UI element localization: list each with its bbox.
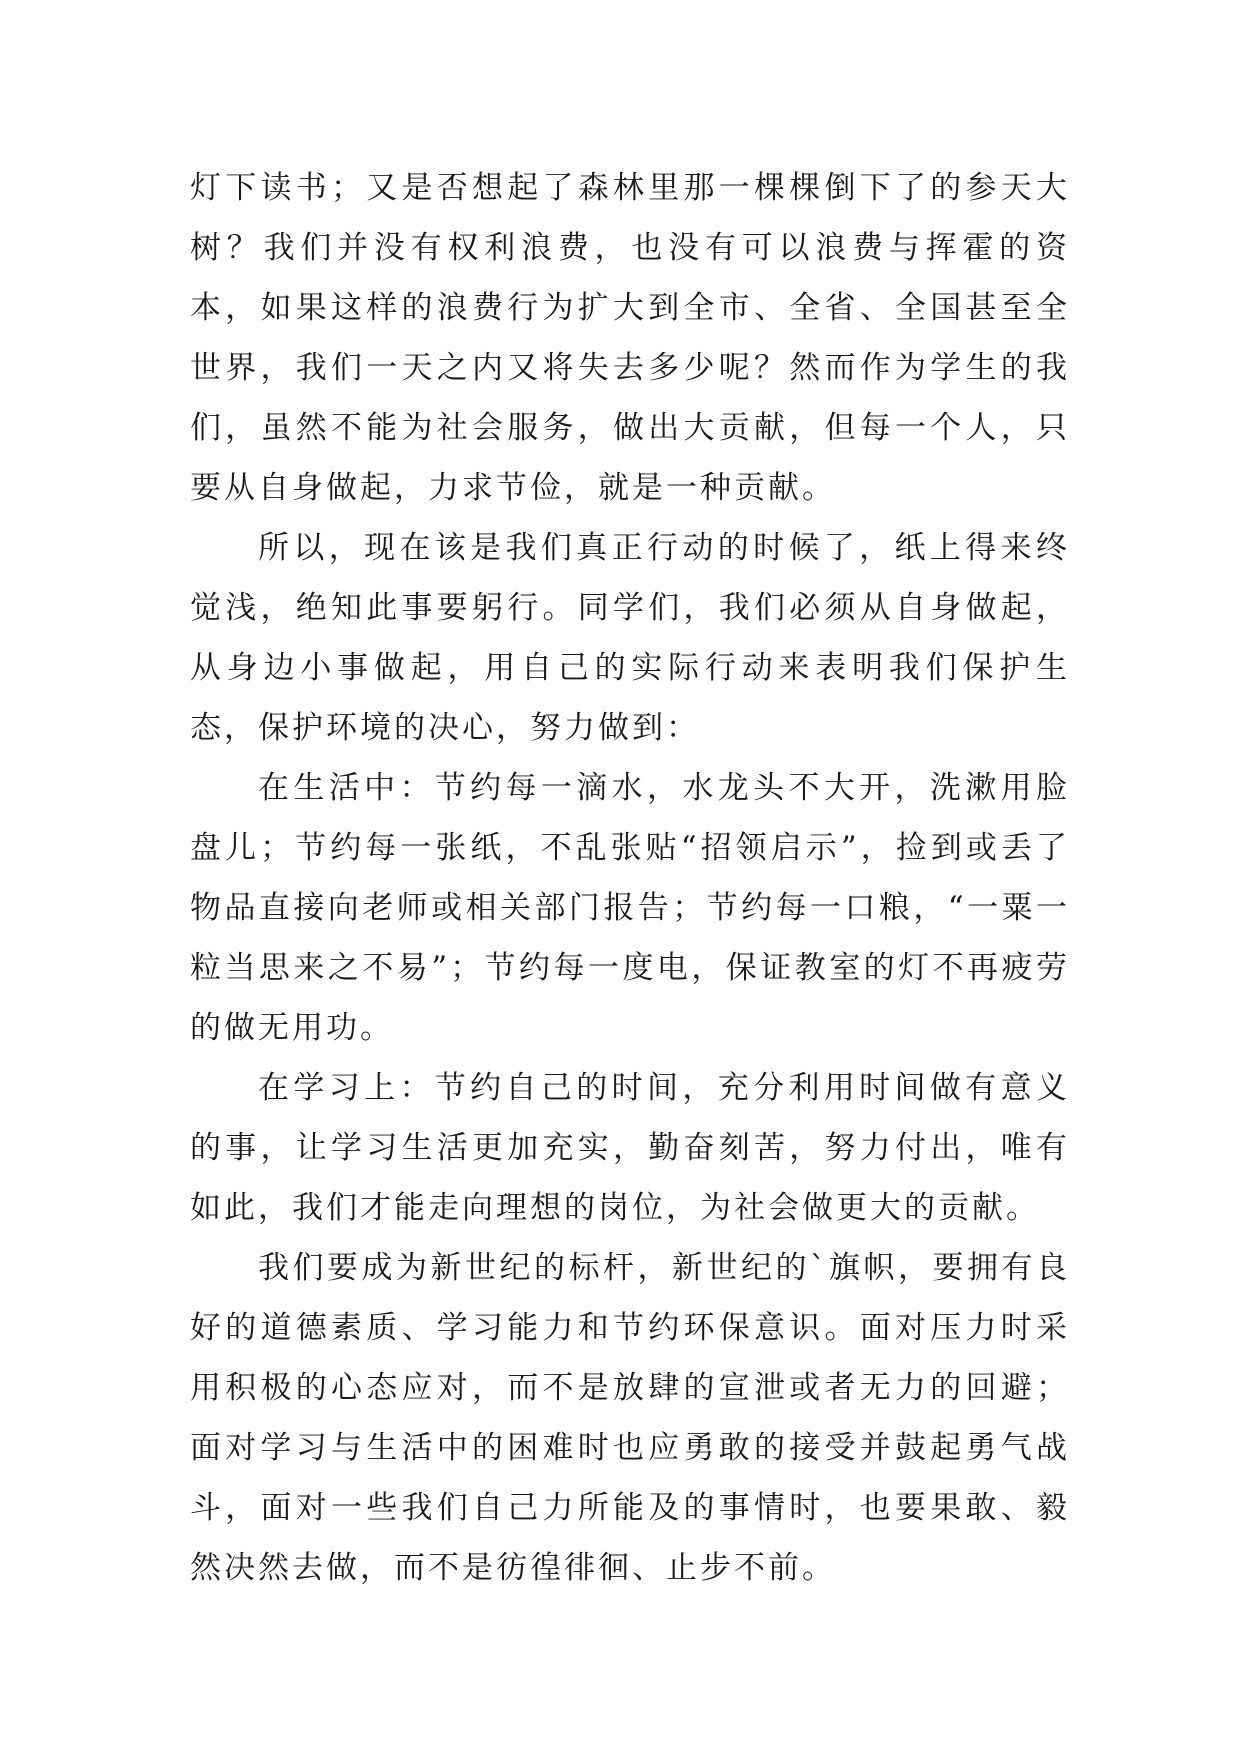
paragraph-2: 所以，现在该是我们真正行动的时候了，纸上得来终觉浅，绝知此事要躬行。同学们，我们必须从自身做起，从身边小事做起，用自己的实际行动来表明我们保护生态，保护环境的决心，努力做到： bbox=[190, 530, 1070, 746]
paragraph-5: 我们要成为新世纪的标杆，新世纪的`旗帜，要拥有良好的道德素质、学习能力和节约环保意识。面对压力时采用积极的心态应对，而不是放肆的宣泄或者无力的回避；面对学习与生活中的困难时也应勇敢的接受并鼓起勇气战斗，面对一些我们自己力所能及的事情时，也要果敢、毅然决然去做，而不是彷徨徘徊、止步不前。 bbox=[190, 1250, 1070, 1586]
paragraph-1: 灯下读书；又是否想起了森林里那一棵棵倒下了的参天大树？我们并没有权利浪费，也没有可以浪费与挥霍的资本，如果这样的浪费行为扩大到全市、全省、全国甚至全世界，我们一天之内又将失去多少呢？然而作为学生的我们，虽然不能为社会服务，做出大贡献，但每一个人，只要从自身做起，力求节俭，就是一种贡献。 bbox=[190, 170, 1070, 506]
paragraph-4: 在学习上：节约自己的时间，充分利用时间做有意义的事，让学习生活更加充实，勤奋刻苦，努力付出，唯有如此，我们才能走向理想的岗位，为社会做更大的贡献。 bbox=[190, 1070, 1070, 1226]
document-page bbox=[190, 158, 1070, 1598]
paragraph-3: 在生活中：节约每一滴水，水龙头不大开，洗漱用脸盘儿；节约每一张纸，不乱张贴“招领启示”，捡到或丢了物品直接向老师或相关部门报告；节约每一口粮，“一粟一粒当思来之不易”；节约每一度电，保证教室的灯不再疲劳的做无用功。 bbox=[190, 770, 1070, 1046]
